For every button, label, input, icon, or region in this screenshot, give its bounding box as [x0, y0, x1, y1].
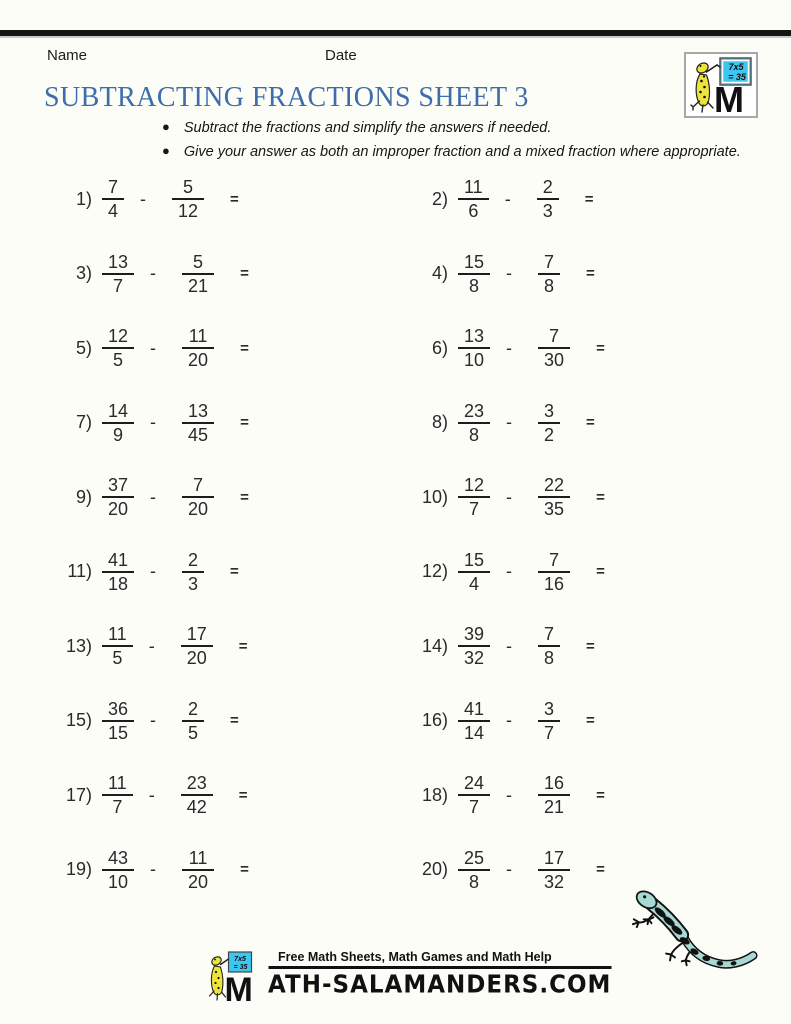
equals-sign: =	[584, 190, 594, 208]
fraction-second	[182, 699, 204, 743]
fraction-bar	[102, 198, 124, 200]
date-label: Date	[325, 47, 357, 64]
instruction-item	[162, 120, 741, 136]
problem-row	[402, 758, 758, 833]
numerator: 41	[108, 549, 129, 570]
problem-row	[46, 311, 402, 386]
numerator: 15	[464, 251, 485, 272]
fraction-second	[182, 848, 214, 892]
fraction-second	[181, 773, 213, 817]
minus-sign: -	[506, 859, 513, 880]
minus-sign: -	[150, 486, 157, 507]
denominator: 32	[464, 648, 485, 669]
problem-row	[46, 609, 402, 684]
logo-letter-m: M	[224, 971, 253, 1004]
minus-sign: -	[148, 784, 155, 805]
salamander-chalkboard-icon	[686, 54, 756, 116]
bullet-icon: ●	[162, 143, 170, 158]
fraction-first	[102, 848, 134, 892]
fraction-bar	[182, 273, 214, 275]
numerator: 11	[188, 326, 208, 347]
fraction-first	[458, 848, 490, 892]
denominator: 5	[188, 722, 199, 743]
fraction-bar	[538, 422, 560, 424]
numerator: 13	[464, 326, 485, 347]
denominator: 20	[188, 499, 209, 520]
fraction-second	[537, 177, 559, 221]
problem-number: 7)	[75, 412, 92, 433]
minus-sign: -	[506, 412, 513, 433]
fraction-first	[458, 773, 490, 817]
problems-grid	[46, 162, 758, 907]
problem-row	[402, 684, 758, 759]
numerator: 14	[108, 400, 129, 421]
fraction-second	[182, 326, 214, 370]
numerator: 13	[188, 400, 209, 421]
numerator: 15	[464, 549, 485, 570]
fraction-first	[102, 624, 133, 668]
fraction-first	[102, 252, 134, 296]
bullet-icon: ●	[162, 119, 170, 134]
numerator: 7	[544, 251, 555, 272]
denominator: 12	[178, 201, 199, 222]
fraction-bar	[458, 422, 490, 424]
problem-row	[46, 237, 402, 312]
fraction-bar	[458, 496, 490, 498]
denominator: 20	[186, 648, 207, 669]
denominator: 45	[188, 424, 209, 445]
denominator: 7	[469, 499, 480, 520]
numerator: 24	[464, 773, 485, 794]
fraction-bar	[538, 571, 570, 573]
denominator: 2	[544, 424, 555, 445]
fraction-second	[181, 624, 213, 668]
fraction-second	[538, 699, 560, 743]
denominator: 5	[112, 648, 123, 669]
problem-number: 13)	[65, 635, 92, 656]
problem-number: 2)	[431, 188, 448, 209]
problem-number: 15)	[65, 710, 92, 731]
denominator: 7	[469, 797, 480, 818]
numerator: 37	[108, 475, 129, 496]
equals-sign: =	[240, 414, 249, 432]
numerator: 5	[183, 177, 194, 198]
equals-sign: =	[240, 339, 249, 357]
fraction-bar	[102, 422, 134, 424]
fraction-first	[458, 401, 490, 445]
instruction-text: Give your answer as both an improper fraction and a mixed fraction where appropriate.	[183, 144, 741, 160]
denominator: 4	[469, 573, 480, 594]
denominator: 15	[108, 722, 129, 743]
minus-sign: -	[504, 188, 511, 209]
fraction-bar	[102, 794, 133, 796]
numerator: 3	[544, 400, 555, 421]
equals-sign: =	[596, 563, 605, 581]
fraction-bar	[102, 347, 134, 349]
footer-tagline: Free Math Sheets, Math Games and Math Help	[278, 950, 552, 964]
numerator: 11	[108, 624, 127, 645]
problem-row	[46, 758, 402, 833]
fraction-second	[538, 550, 570, 594]
numerator: 23	[464, 400, 485, 421]
equals-sign: =	[238, 786, 248, 804]
problem-number: 8)	[431, 412, 448, 433]
instructions-list	[162, 120, 741, 168]
denominator: 4	[108, 201, 119, 222]
minus-sign: -	[150, 263, 157, 284]
fraction-bar	[538, 794, 570, 796]
numerator: 22	[544, 475, 565, 496]
denominator: 6	[468, 201, 479, 222]
problem-row	[402, 237, 758, 312]
board-equation-line2: = 35	[233, 964, 247, 971]
footer-text-block	[268, 950, 612, 1000]
equals-sign: =	[240, 488, 249, 506]
numerator: 7	[193, 475, 204, 496]
numerator: 25	[464, 847, 485, 868]
numerator: 12	[108, 326, 129, 347]
name-label: Name	[47, 47, 88, 64]
denominator: 16	[544, 573, 565, 594]
page-title: SUBTRACTING FRACTIONS SHEET 3	[44, 82, 529, 113]
fraction-first	[458, 475, 490, 519]
fraction-bar	[538, 496, 570, 498]
fraction-second	[182, 252, 214, 296]
equals-sign: =	[240, 265, 249, 283]
minus-sign: -	[506, 263, 513, 284]
problem-row	[46, 460, 402, 535]
fraction-bar	[182, 869, 214, 871]
fraction-bar	[102, 720, 134, 722]
denominator: 42	[186, 797, 207, 818]
denominator: 18	[108, 573, 129, 594]
fraction-bar	[458, 571, 490, 573]
fraction-first	[458, 699, 490, 743]
fraction-bar	[102, 496, 134, 498]
denominator: 20	[188, 871, 209, 892]
numerator: 11	[464, 177, 483, 198]
denominator: 10	[108, 871, 129, 892]
denominator: 7	[112, 797, 123, 818]
fraction-bar	[458, 347, 490, 349]
fraction-first	[458, 550, 490, 594]
denominator: 20	[188, 350, 209, 371]
lizard-illustration	[628, 888, 760, 978]
equals-sign: =	[230, 190, 239, 208]
fraction-second	[538, 848, 570, 892]
gecko-icon	[628, 888, 760, 978]
fraction-bar	[182, 571, 204, 573]
footer-salamander-icon	[204, 950, 266, 1004]
equals-sign: =	[240, 861, 249, 879]
fraction-bar	[458, 869, 490, 871]
minus-sign: -	[506, 710, 513, 731]
fraction-bar	[538, 273, 560, 275]
problem-number: 4)	[431, 263, 448, 284]
minus-sign: -	[150, 337, 157, 358]
equals-sign: =	[586, 414, 595, 432]
problem-number: 5)	[75, 337, 92, 358]
numerator: 13	[108, 251, 129, 272]
problem-number: 3)	[75, 263, 92, 284]
logo-letter-m: M	[714, 79, 744, 116]
numerator: 2	[188, 698, 199, 719]
numerator: 16	[544, 773, 565, 794]
fraction-first	[102, 401, 134, 445]
equals-sign: =	[238, 637, 248, 655]
equals-sign: =	[596, 861, 605, 879]
numerator: 7	[549, 549, 560, 570]
fraction-first	[102, 699, 134, 743]
minus-sign: -	[148, 635, 155, 656]
problem-row	[402, 386, 758, 461]
equals-sign: =	[586, 265, 595, 283]
problem-number: 16)	[421, 710, 448, 731]
numerator: 23	[186, 773, 207, 794]
fraction-first	[458, 252, 490, 296]
problem-row	[46, 684, 402, 759]
fraction-second	[538, 252, 560, 296]
fraction-bar	[458, 645, 490, 647]
equals-sign: =	[586, 637, 595, 655]
denominator: 3	[542, 201, 553, 222]
denominator: 5	[113, 350, 124, 371]
numerator: 7	[108, 177, 119, 198]
denominator: 10	[464, 350, 485, 371]
problem-row	[46, 833, 402, 908]
numerator: 36	[108, 698, 129, 719]
fraction-second	[538, 401, 560, 445]
denominator: 8	[469, 871, 480, 892]
denominator: 21	[188, 275, 209, 296]
problem-number: 6)	[431, 337, 448, 358]
numerator: 43	[108, 847, 129, 868]
numerator: 17	[544, 847, 565, 868]
denominator: 32	[544, 871, 565, 892]
fraction-bar	[538, 645, 560, 647]
minus-sign: -	[150, 710, 157, 731]
fraction-bar	[102, 645, 133, 647]
board-equation-line2: = 35	[728, 72, 746, 82]
denominator: 21	[544, 797, 565, 818]
fraction-second	[172, 177, 204, 221]
problem-row	[402, 162, 758, 237]
minus-sign: -	[506, 561, 513, 582]
fraction-second	[538, 624, 560, 668]
board-equation-line1: 7x5	[728, 62, 744, 72]
fraction-bar	[458, 794, 490, 796]
fraction-second	[182, 550, 204, 594]
fraction-first	[458, 177, 489, 221]
numerator: 11	[188, 847, 208, 868]
problem-row	[402, 311, 758, 386]
denominator: 3	[188, 573, 199, 594]
numerator: 3	[544, 698, 555, 719]
fraction-first	[102, 773, 133, 817]
fraction-second	[538, 773, 570, 817]
denominator: 8	[544, 275, 555, 296]
fraction-bar	[182, 422, 214, 424]
board-equation-line1: 7x5	[233, 956, 246, 963]
fraction-bar	[172, 198, 204, 200]
minus-sign: -	[506, 635, 513, 656]
fraction-second	[182, 401, 214, 445]
fraction-bar	[538, 869, 570, 871]
problem-row	[402, 535, 758, 610]
denominator: 30	[544, 350, 565, 371]
footer-brand	[204, 950, 611, 1004]
equals-sign: =	[596, 786, 605, 804]
equals-sign: =	[596, 488, 605, 506]
fraction-bar	[181, 794, 213, 796]
top-rule-bar	[0, 30, 791, 38]
problem-number: 17)	[65, 784, 92, 805]
fraction-second	[182, 475, 214, 519]
fraction-bar	[538, 720, 560, 722]
numerator: 41	[464, 698, 485, 719]
fraction-second	[538, 475, 570, 519]
equals-sign: =	[596, 339, 605, 357]
problem-row	[402, 460, 758, 535]
numerator: 11	[108, 773, 127, 794]
minus-sign: -	[150, 859, 157, 880]
minus-sign: -	[506, 784, 513, 805]
problem-number: 12)	[421, 561, 448, 582]
minus-sign: -	[140, 188, 147, 209]
numerator: 39	[464, 624, 485, 645]
numerator: 7	[549, 326, 560, 347]
fraction-bar	[182, 347, 214, 349]
numerator: 5	[193, 251, 204, 272]
denominator: 35	[544, 499, 565, 520]
fraction-bar	[102, 571, 134, 573]
problem-number: 11)	[67, 561, 92, 582]
fraction-bar	[538, 347, 570, 349]
fraction-first	[102, 326, 134, 370]
instruction-item	[162, 144, 741, 160]
numerator: 17	[186, 624, 207, 645]
fraction-bar	[458, 273, 490, 275]
footer-divider	[268, 966, 611, 969]
problem-row	[46, 535, 402, 610]
fraction-second	[538, 326, 570, 370]
instruction-text: Subtract the fractions and simplify the answers if needed.	[183, 120, 552, 136]
denominator: 7	[544, 722, 555, 743]
problem-number: 9)	[75, 486, 92, 507]
problem-number: 10)	[421, 486, 448, 507]
numerator: 12	[464, 475, 485, 496]
equals-sign: =	[586, 712, 595, 730]
fraction-bar	[458, 720, 490, 722]
fraction-first	[102, 177, 124, 221]
problem-number: 20)	[421, 859, 448, 880]
denominator: 8	[469, 275, 480, 296]
fraction-bar	[102, 869, 134, 871]
equals-sign: =	[230, 563, 239, 581]
math-salamanders-logo	[684, 52, 758, 118]
problem-number: 19)	[65, 859, 92, 880]
denominator: 8	[544, 648, 555, 669]
denominator: 14	[464, 722, 485, 743]
problem-number: 14)	[421, 635, 448, 656]
numerator: 7	[544, 624, 555, 645]
denominator: 20	[108, 499, 129, 520]
fraction-bar	[537, 198, 559, 200]
fraction-bar	[182, 720, 204, 722]
minus-sign: -	[506, 337, 513, 358]
numerator: 2	[188, 549, 199, 570]
fraction-bar	[182, 496, 214, 498]
footer-site-name: ATH-SALAMANDERS.COM	[268, 971, 612, 1000]
problem-row	[46, 162, 402, 237]
minus-sign: -	[150, 412, 157, 433]
fraction-first	[458, 624, 490, 668]
problem-row	[46, 386, 402, 461]
fraction-bar	[181, 645, 213, 647]
minus-sign: -	[150, 561, 157, 582]
denominator: 8	[469, 424, 480, 445]
equals-sign: =	[230, 712, 239, 730]
problem-row	[402, 609, 758, 684]
fraction-first	[458, 326, 490, 370]
fraction-bar	[458, 198, 489, 200]
denominator: 9	[113, 424, 124, 445]
fraction-first	[102, 550, 134, 594]
minus-sign: -	[506, 486, 513, 507]
fraction-first	[102, 475, 134, 519]
problem-number: 1)	[75, 188, 92, 209]
fraction-bar	[102, 273, 134, 275]
numerator: 2	[542, 177, 553, 198]
denominator: 7	[113, 275, 124, 296]
problem-number: 18)	[421, 784, 448, 805]
